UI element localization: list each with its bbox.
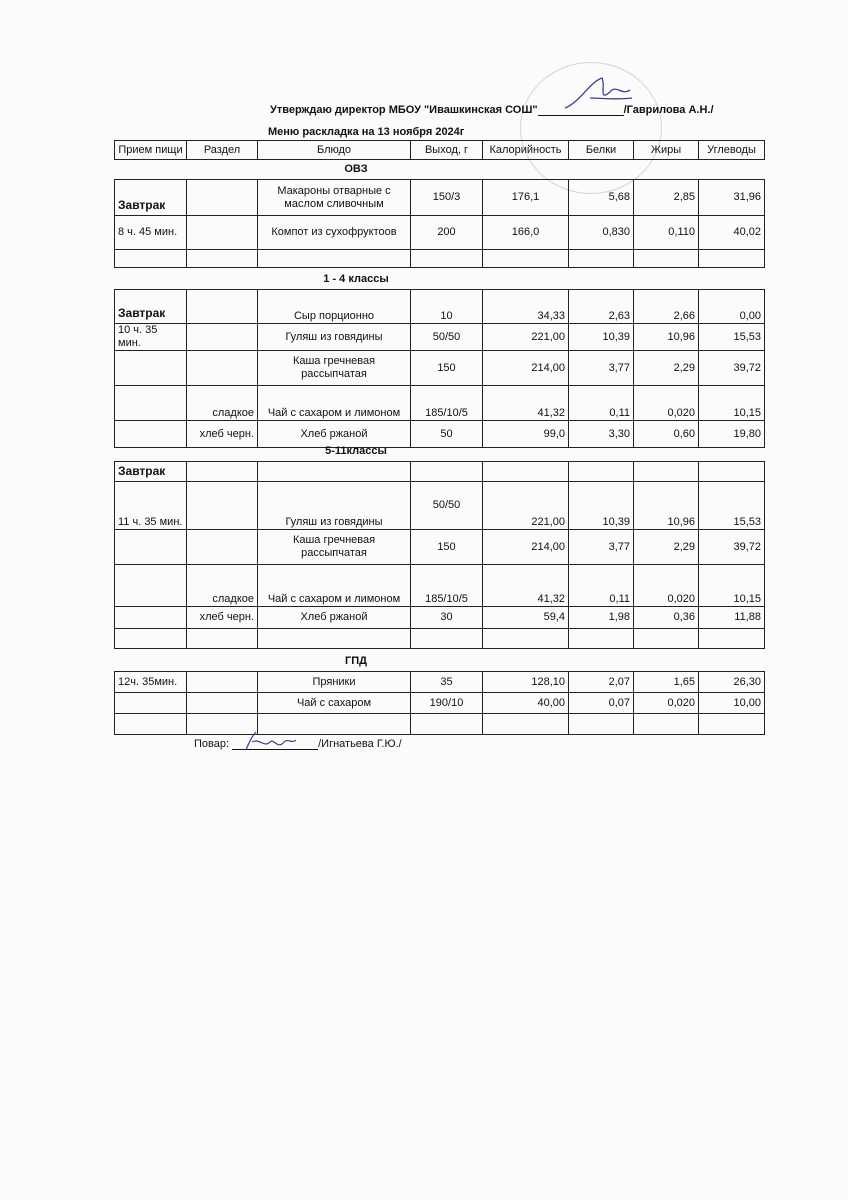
section-cell <box>187 672 258 693</box>
empty-cell <box>115 250 187 268</box>
carbs-cell: 0,00 <box>699 290 765 324</box>
fat-cell: 0,36 <box>634 607 699 629</box>
yield-cell: 200 <box>411 216 483 250</box>
col-yield: Выход, г <box>411 141 483 160</box>
empty-cell <box>115 629 187 649</box>
yield-cell: 185/10/5 <box>411 565 483 607</box>
table-row <box>115 386 765 421</box>
empty-cell <box>634 250 699 268</box>
empty-cell <box>258 250 411 268</box>
dish-cell: Каша гречневая рассыпчатая <box>258 530 411 565</box>
empty-cell <box>258 462 411 482</box>
yield-cell: 30 <box>411 607 483 629</box>
empty-cell <box>483 462 569 482</box>
table-row <box>115 462 765 482</box>
fat-cell: 1,65 <box>634 672 699 693</box>
calories-cell: 34,33 <box>483 290 569 324</box>
table-gpd <box>114 671 765 735</box>
calories-cell: 41,32 <box>483 386 569 421</box>
protein-cell: 1,98 <box>569 607 634 629</box>
table-row <box>115 180 765 216</box>
dish-cell: Чай с сахаром и лимоном <box>258 565 411 607</box>
calories-cell: 128,10 <box>483 672 569 693</box>
carbs-cell: 39,72 <box>699 530 765 565</box>
calories-cell: 40,00 <box>483 693 569 714</box>
dish-cell: Пряники <box>258 672 411 693</box>
calories-cell: 176,1 <box>483 180 569 216</box>
col-dish: Блюдо <box>258 141 411 160</box>
meal-cell: Завтрак <box>115 290 187 324</box>
table-row <box>115 714 765 735</box>
section-cell <box>187 693 258 714</box>
empty-cell <box>187 629 258 649</box>
meal-cell <box>115 530 187 565</box>
section-cell <box>187 482 258 530</box>
empty-cell <box>634 714 699 735</box>
section-label-5-11: 5-11классы <box>325 445 387 457</box>
meal-cell <box>115 607 187 629</box>
meal-cell <box>115 421 187 448</box>
col-calories: Калорийность <box>483 141 569 160</box>
table-grades-1-4 <box>114 289 765 448</box>
table-row <box>115 607 765 629</box>
table-row <box>115 216 765 250</box>
section-cell <box>187 324 258 351</box>
yield-cell: 190/10 <box>411 693 483 714</box>
table-row <box>115 693 765 714</box>
calories-cell: 214,00 <box>483 530 569 565</box>
yield-cell: 185/10/5 <box>411 386 483 421</box>
meal-cell: 12ч. 35мин. <box>115 672 187 693</box>
carbs-cell: 31,96 <box>699 180 765 216</box>
meal-cell: 10 ч. 35 мин. <box>115 324 187 351</box>
calories-cell: 221,00 <box>483 324 569 351</box>
empty-cell <box>634 462 699 482</box>
dish-cell: Сыр порционно <box>258 290 411 324</box>
empty-cell <box>569 629 634 649</box>
empty-cell <box>411 250 483 268</box>
empty-cell <box>569 714 634 735</box>
fat-cell: 0,60 <box>634 421 699 448</box>
carbs-cell: 10,15 <box>699 565 765 607</box>
section-cell <box>187 180 258 216</box>
col-fat: Жиры <box>634 141 699 160</box>
table-grades-5-11 <box>114 461 765 649</box>
yield-cell: 50 <box>411 421 483 448</box>
dish-cell: Хлеб ржаной <box>258 607 411 629</box>
table-ovz <box>114 179 765 268</box>
empty-cell <box>699 629 765 649</box>
carbs-cell: 10,00 <box>699 693 765 714</box>
dish-cell: Макароны отварные с маслом сливочным <box>258 180 411 216</box>
dish-cell: Гуляш из говядины <box>258 482 411 530</box>
empty-cell <box>569 462 634 482</box>
dish-cell: Гуляш из говядины <box>258 324 411 351</box>
fat-cell: 2,29 <box>634 351 699 386</box>
carbs-cell: 39,72 <box>699 351 765 386</box>
calories-cell: 59,4 <box>483 607 569 629</box>
fat-cell: 10,96 <box>634 324 699 351</box>
section-cell <box>187 530 258 565</box>
empty-cell <box>569 250 634 268</box>
section-cell: хлеб черн. <box>187 607 258 629</box>
col-protein: Белки <box>569 141 634 160</box>
table-row <box>115 530 765 565</box>
section-label-ovz: ОВЗ <box>344 163 368 175</box>
cook-signature <box>238 728 302 756</box>
empty-cell <box>699 714 765 735</box>
empty-cell <box>634 629 699 649</box>
fat-cell: 2,66 <box>634 290 699 324</box>
protein-cell: 3,77 <box>569 351 634 386</box>
table-row <box>115 351 765 386</box>
protein-cell: 5,68 <box>569 180 634 216</box>
carbs-cell: 10,15 <box>699 386 765 421</box>
yield-cell: 50/50 <box>411 324 483 351</box>
empty-cell <box>258 629 411 649</box>
section-cell <box>187 351 258 386</box>
table-row <box>115 629 765 649</box>
empty-cell <box>483 714 569 735</box>
table-row <box>115 290 765 324</box>
col-carbs: Углеводы <box>699 141 765 160</box>
section-cell: сладкое <box>187 565 258 607</box>
protein-cell: 10,39 <box>569 324 634 351</box>
yield-cell: 150 <box>411 530 483 565</box>
table-row <box>115 565 765 607</box>
cook-name: /Игнатьева Г.Ю./ <box>318 738 402 750</box>
section-cell <box>187 216 258 250</box>
fat-cell: 2,29 <box>634 530 699 565</box>
yield-cell: 50/50 <box>411 482 483 530</box>
col-meal: Прием пищи <box>115 141 187 160</box>
carbs-cell: 19,80 <box>699 421 765 448</box>
protein-cell: 2,63 <box>569 290 634 324</box>
meal-cell: 8 ч. 45 мин. <box>115 216 187 250</box>
empty-cell <box>187 250 258 268</box>
approval-line <box>270 104 714 116</box>
dish-cell: Чай с сахаром и лимоном <box>258 386 411 421</box>
section-label-1-4: 1 - 4 классы <box>323 273 389 285</box>
dish-cell: Каша гречневая рассыпчатая <box>258 351 411 386</box>
yield-cell: 35 <box>411 672 483 693</box>
empty-cell <box>483 629 569 649</box>
meal-cell <box>115 386 187 421</box>
fat-cell: 0,020 <box>634 386 699 421</box>
calories-cell: 214,00 <box>483 351 569 386</box>
fat-cell: 0,020 <box>634 693 699 714</box>
meal-cell <box>115 565 187 607</box>
fat-cell: 0,020 <box>634 565 699 607</box>
dish-cell: Компот из сухофруктоов <box>258 216 411 250</box>
protein-cell: 10,39 <box>569 482 634 530</box>
empty-cell <box>411 462 483 482</box>
carbs-cell: 15,53 <box>699 324 765 351</box>
menu-title: Меню раскладка на 13 ноября 2024г <box>268 126 465 138</box>
protein-cell: 3,77 <box>569 530 634 565</box>
meal-cell <box>115 693 187 714</box>
col-section: Раздел <box>187 141 258 160</box>
section-label-gpd: ГПД <box>345 655 367 667</box>
dish-cell: Хлеб ржаной <box>258 421 411 448</box>
meal-cell: 11 ч. 35 мин. <box>115 482 187 530</box>
fat-cell: 0,110 <box>634 216 699 250</box>
yield-cell: 10 <box>411 290 483 324</box>
calories-cell: 166,0 <box>483 216 569 250</box>
empty-cell <box>411 629 483 649</box>
carbs-cell: 26,30 <box>699 672 765 693</box>
protein-cell: 3,30 <box>569 421 634 448</box>
protein-cell: 2,07 <box>569 672 634 693</box>
director-signature <box>560 72 640 118</box>
table-row <box>115 324 765 351</box>
empty-cell <box>187 462 258 482</box>
column-header-table <box>114 140 765 160</box>
dish-cell: Чай с сахаром <box>258 693 411 714</box>
carbs-cell: 15,53 <box>699 482 765 530</box>
calories-cell: 99,0 <box>483 421 569 448</box>
table-row <box>115 250 765 268</box>
protein-cell: 0,11 <box>569 565 634 607</box>
empty-cell <box>699 462 765 482</box>
table-row <box>115 672 765 693</box>
meal-cell: Завтрак <box>115 180 187 216</box>
section-cell <box>187 290 258 324</box>
header-row <box>115 141 765 160</box>
meal-cell: Завтрак <box>115 462 187 482</box>
fat-cell: 10,96 <box>634 482 699 530</box>
yield-cell: 150 <box>411 351 483 386</box>
meal-cell <box>115 351 187 386</box>
protein-cell: 0,07 <box>569 693 634 714</box>
yield-cell: 150/3 <box>411 180 483 216</box>
section-cell: хлеб черн. <box>187 421 258 448</box>
section-cell: сладкое <box>187 386 258 421</box>
carbs-cell: 11,88 <box>699 607 765 629</box>
protein-cell: 0,830 <box>569 216 634 250</box>
empty-cell <box>411 714 483 735</box>
cook-label: Повар: <box>194 738 230 750</box>
carbs-cell: 40,02 <box>699 216 765 250</box>
empty-cell <box>699 250 765 268</box>
approve-text: Утверждаю директор МБОУ "Ивашкинская СОШ" <box>270 104 538 116</box>
empty-cell <box>483 250 569 268</box>
approve-name: /Гаврилова А.Н./ <box>623 104 714 116</box>
calories-cell: 221,00 <box>483 482 569 530</box>
protein-cell: 0,11 <box>569 386 634 421</box>
table-row <box>115 421 765 448</box>
table-row <box>115 482 765 530</box>
calories-cell: 41,32 <box>483 565 569 607</box>
empty-cell <box>115 714 187 735</box>
fat-cell: 2,85 <box>634 180 699 216</box>
